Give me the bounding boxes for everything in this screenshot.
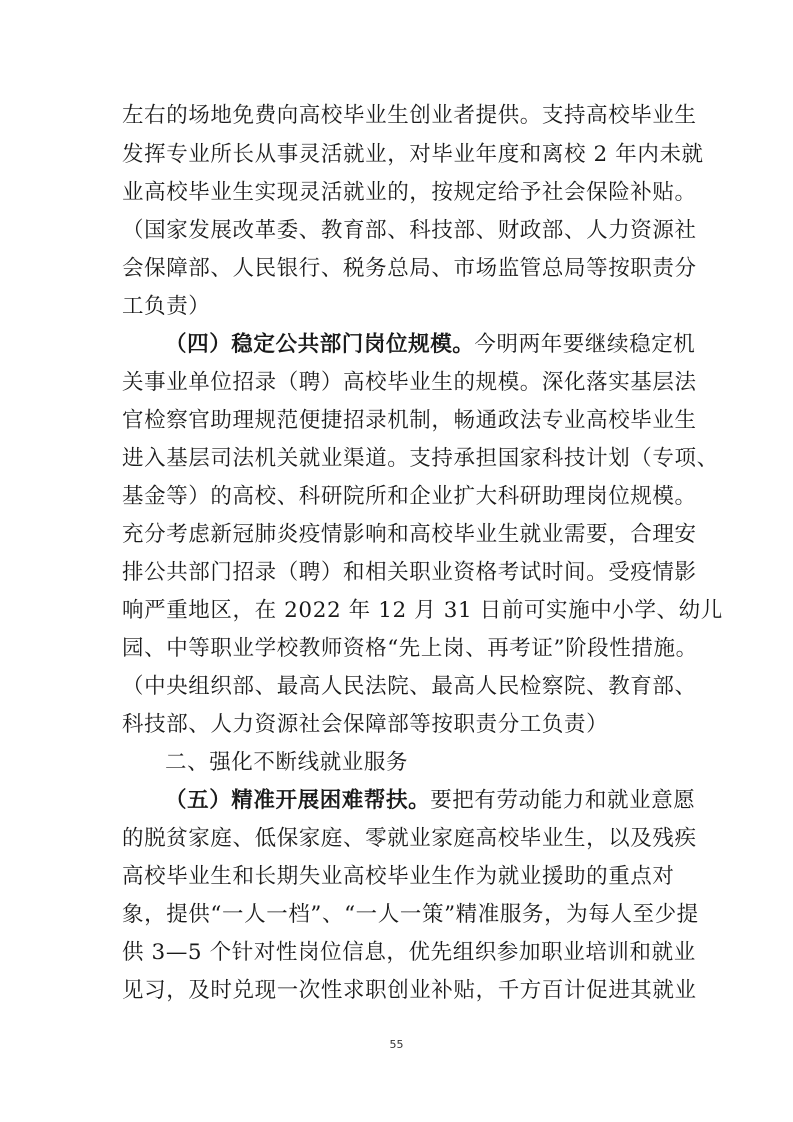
paragraph-line: 的脱贫家庭、低保家庭、零就业家庭高校毕业生，以及残疾 bbox=[122, 826, 697, 851]
paragraph-line: 左右的场地免费向高校毕业生创业者提供。支持高校毕业生 bbox=[122, 103, 697, 128]
paragraph-line: 关事业单位招录（聘）高校毕业生的规模。深化落实基层法 bbox=[122, 370, 697, 395]
section-4-heading: （四）稳定公共部门岗位规模。 bbox=[165, 332, 475, 357]
section-2-heading: 二、强化不断线就业服务 bbox=[165, 750, 409, 775]
paragraph-line: 园、中等职业学校教师资格“先上岗、再考证”阶段性措施。 bbox=[122, 636, 698, 661]
paragraph-line: 科技部、人力资源社会保障部等按职责分工负责） bbox=[122, 712, 609, 737]
paragraph-line: 业高校毕业生实现灵活就业的，按规定给予社会保险补贴。 bbox=[122, 180, 697, 205]
paragraph-line: 充分考虑新冠肺炎疫情影响和高校毕业生就业需要，合理安 bbox=[122, 522, 697, 547]
paragraph-text: 今明两年要继续稳定机 bbox=[474, 332, 696, 357]
paragraph-line: 发挥专业所长从事灵活就业，对毕业年度和离校 2 年内未就 bbox=[122, 142, 704, 167]
paragraph-line: （中央组织部、最高人民法院、最高人民检察院、教育部、 bbox=[122, 674, 697, 699]
section-4-first-line bbox=[165, 329, 696, 361]
paragraph-line: 基金等）的高校、科研院所和企业扩大科研助理岗位规模。 bbox=[122, 484, 697, 509]
paragraph-line: 见习，及时兑现一次性求职创业补贴，千方百计促进其就业 bbox=[122, 978, 697, 1003]
page-number: 55 bbox=[389, 1038, 404, 1051]
paragraph-line: 高校毕业生和长期失业高校毕业生作为就业援助的重点对 bbox=[122, 864, 675, 889]
paragraph-line: 响严重地区，在 2022 年 12 月 31 日前可实施中小学、幼儿 bbox=[122, 598, 723, 623]
paragraph-line: （国家发展改革委、教育部、科技部、财政部、人力资源社 bbox=[122, 218, 697, 243]
section-5-first-line bbox=[165, 785, 696, 817]
paragraph-line: 供 3—5 个针对性岗位信息，优先组织参加职业培训和就业 bbox=[122, 940, 696, 965]
paragraph-line: 排公共部门招录（聘）和相关职业资格考试时间。受疫情影 bbox=[122, 560, 697, 585]
paragraph-line: 官检察官助理规范便捷招录机制，畅通政法专业高校毕业生 bbox=[122, 408, 697, 433]
paragraph-line: 工负责） bbox=[122, 294, 211, 319]
paragraph-line: 进入基层司法机关就业渠道。支持承担国家科技计划（专项、 bbox=[122, 446, 719, 471]
section-5-heading: （五）精准开展困难帮扶。 bbox=[165, 788, 431, 813]
paragraph-text: 要把有劳动能力和就业意愿 bbox=[430, 788, 696, 813]
paragraph-line: 象，提供“一人一档”、“一人一策”精准服务，为每人至少提 bbox=[122, 902, 699, 927]
paragraph-line: 会保障部、人民银行、税务总局、市场监管总局等按职责分 bbox=[122, 256, 697, 281]
